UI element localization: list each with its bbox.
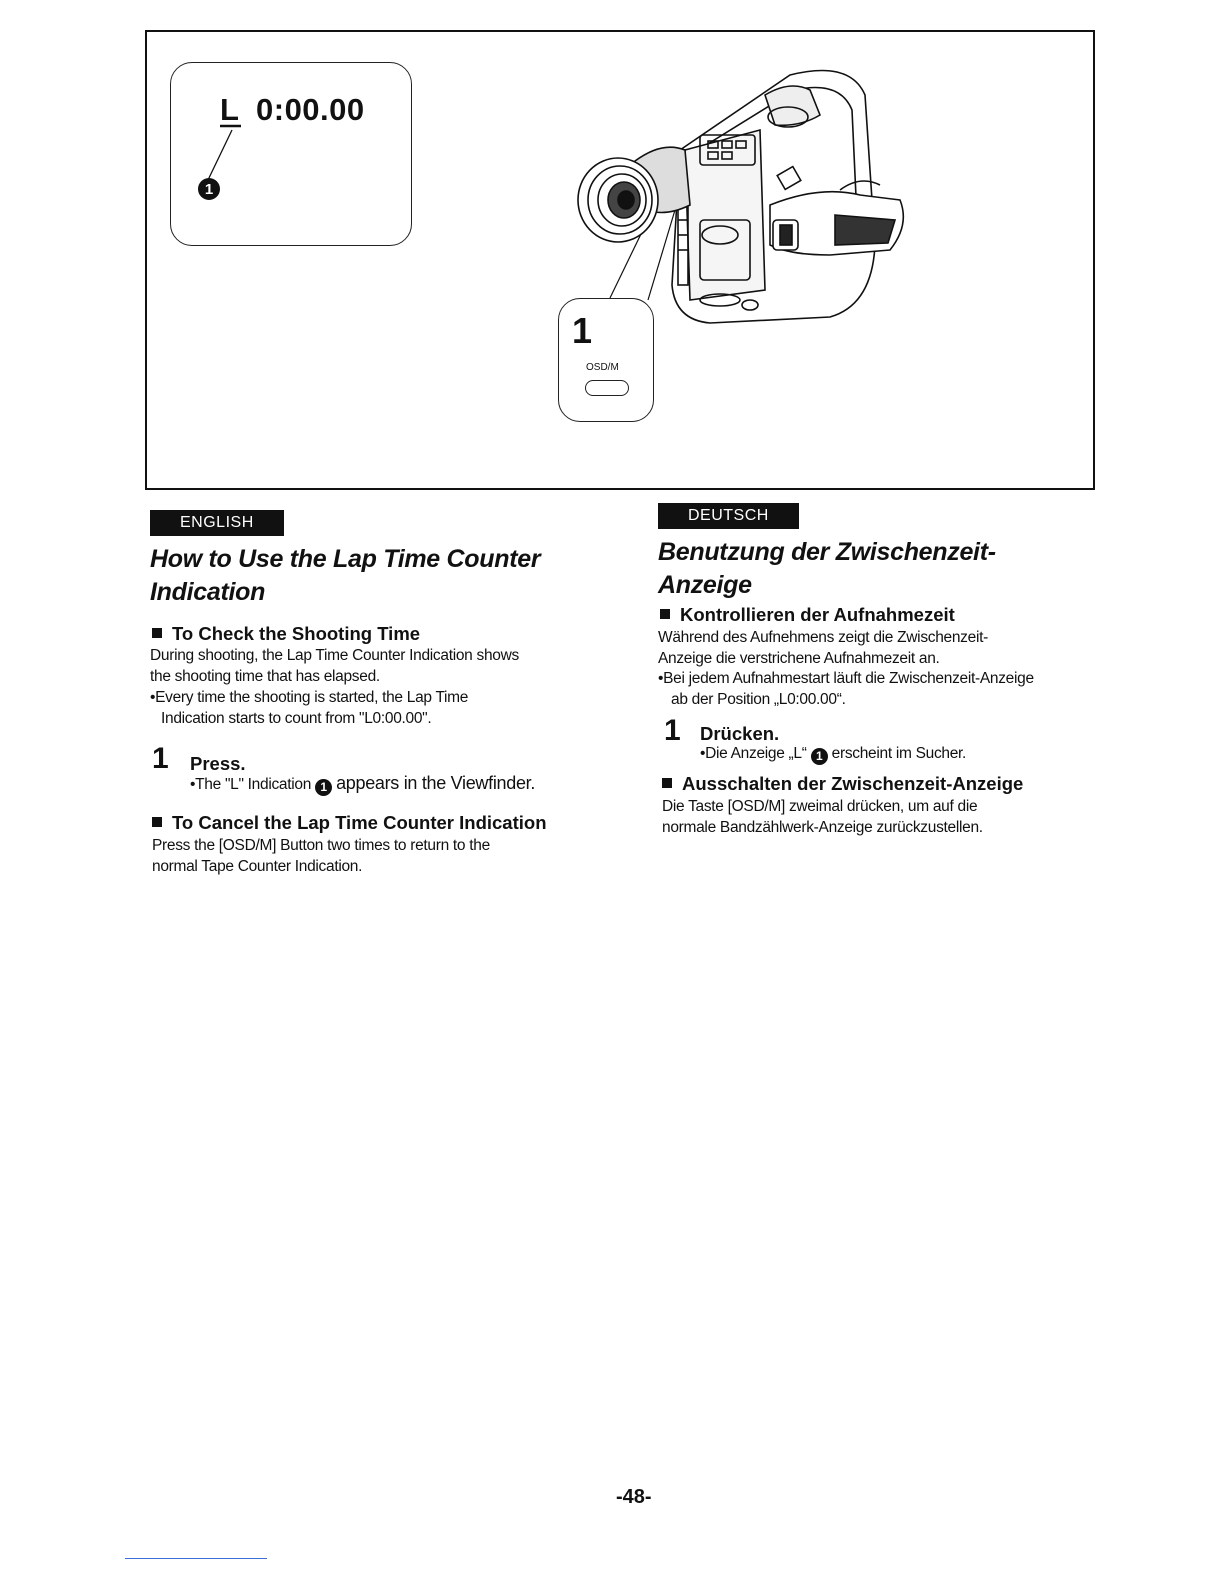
viewfinder-lap-indicator: L [220, 92, 239, 127]
deutsch-step-bullet-text: •Die Anzeige „L“ [700, 745, 807, 762]
deutsch-check-bullet-line2: ab der Position „L0:00.00“. [671, 691, 846, 708]
callout-step-number: 1 [572, 310, 593, 351]
deutsch-cancel-body-line2: normale Bandzählwerk-Anzeige zurückzustellen. [662, 819, 983, 836]
deutsch-check-body [658, 627, 988, 669]
footer-rule [125, 1558, 267, 1559]
deutsch-check-body-line2: Anzeige die verstrichene Aufnahmezeit an. [658, 650, 940, 667]
deutsch-check-body-line1: Während des Aufnehmens zeigt die Zwischenzeit- [658, 629, 988, 646]
english-check-body-line2: the shooting time that has elapsed. [150, 668, 380, 685]
deutsch-step-label: Drücken. [700, 723, 780, 744]
deutsch-cancel-body [662, 796, 983, 838]
english-cancel-body-line2: normal Tape Counter Indication. [152, 858, 363, 875]
square-bullet-icon [152, 817, 162, 827]
deutsch-check-bullet [658, 668, 1034, 710]
english-cancel-heading [152, 812, 547, 834]
english-language-tag: ENGLISH [150, 510, 284, 536]
english-cancel-heading-text: To Cancel the Lap Time Counter Indication [172, 812, 547, 833]
english-check-body [150, 645, 519, 687]
english-step-number: 1 [152, 742, 169, 775]
english-step-bullet-text: •The "L" Indication [190, 776, 312, 793]
osdm-button-label: OSD/M [586, 362, 619, 373]
deutsch-language-tag: DEUTSCH [658, 503, 799, 529]
english-cancel-body [152, 835, 490, 877]
square-bullet-icon [660, 609, 670, 619]
viewfinder-time-counter: 0:00.00 [256, 92, 365, 127]
english-title-line2: Indication [150, 578, 266, 606]
camcorder-icon [560, 55, 910, 330]
english-step-bullet-badge: 1 [315, 779, 332, 796]
deutsch-step-number: 1 [664, 714, 681, 747]
deutsch-title [658, 536, 996, 602]
english-step-label: Press. [190, 753, 246, 774]
osdm-button[interactable] [585, 380, 629, 396]
deutsch-cancel-heading [662, 773, 1023, 795]
deutsch-check-bullet-line1: •Bei jedem Aufnahmestart läuft die Zwischenzeit-Anzeige [658, 670, 1034, 687]
english-step-bullet-text-end: appears in the Viewfinder. [336, 773, 536, 793]
deutsch-cancel-heading-text: Ausschalten der Zwischenzeit-Anzeige [682, 773, 1024, 794]
english-check-bullet [150, 687, 468, 729]
english-cancel-body-line1: Press the [OSD/M] Button two times to return to the [152, 837, 490, 854]
deutsch-step-bullet-text-end: erscheint im Sucher. [831, 745, 967, 762]
deutsch-check-heading-text: Kontrollieren der Aufnahmezeit [680, 604, 955, 625]
english-check-bullet-line2: Indication starts to count from "L0:00.00". [161, 710, 432, 727]
english-title-line1: How to Use the Lap Time Counter [150, 545, 541, 573]
square-bullet-icon [662, 778, 672, 788]
english-check-body-line1: During shooting, the Lap Time Counter Indication shows [150, 647, 519, 664]
deutsch-title-line2: Anzeige [658, 571, 752, 599]
deutsch-cancel-body-line1: Die Taste [OSD/M] zweimal drücken, um auf die [662, 798, 978, 815]
callout-number-badge: 1 [198, 178, 220, 200]
deutsch-title-line1: Benutzung der Zwischenzeit- [658, 538, 996, 566]
english-title [150, 543, 540, 609]
deutsch-step-bullet-badge: 1 [811, 748, 828, 765]
english-check-heading-text: To Check the Shooting Time [172, 623, 421, 644]
deutsch-check-heading [660, 604, 955, 626]
english-step-bullet [190, 773, 535, 796]
deutsch-step-bullet [700, 743, 966, 765]
square-bullet-icon [152, 628, 162, 638]
english-check-heading [152, 623, 420, 645]
page-number: -48- [616, 1486, 652, 1508]
english-check-bullet-line1: •Every time the shooting is started, the Lap Time [150, 689, 469, 706]
